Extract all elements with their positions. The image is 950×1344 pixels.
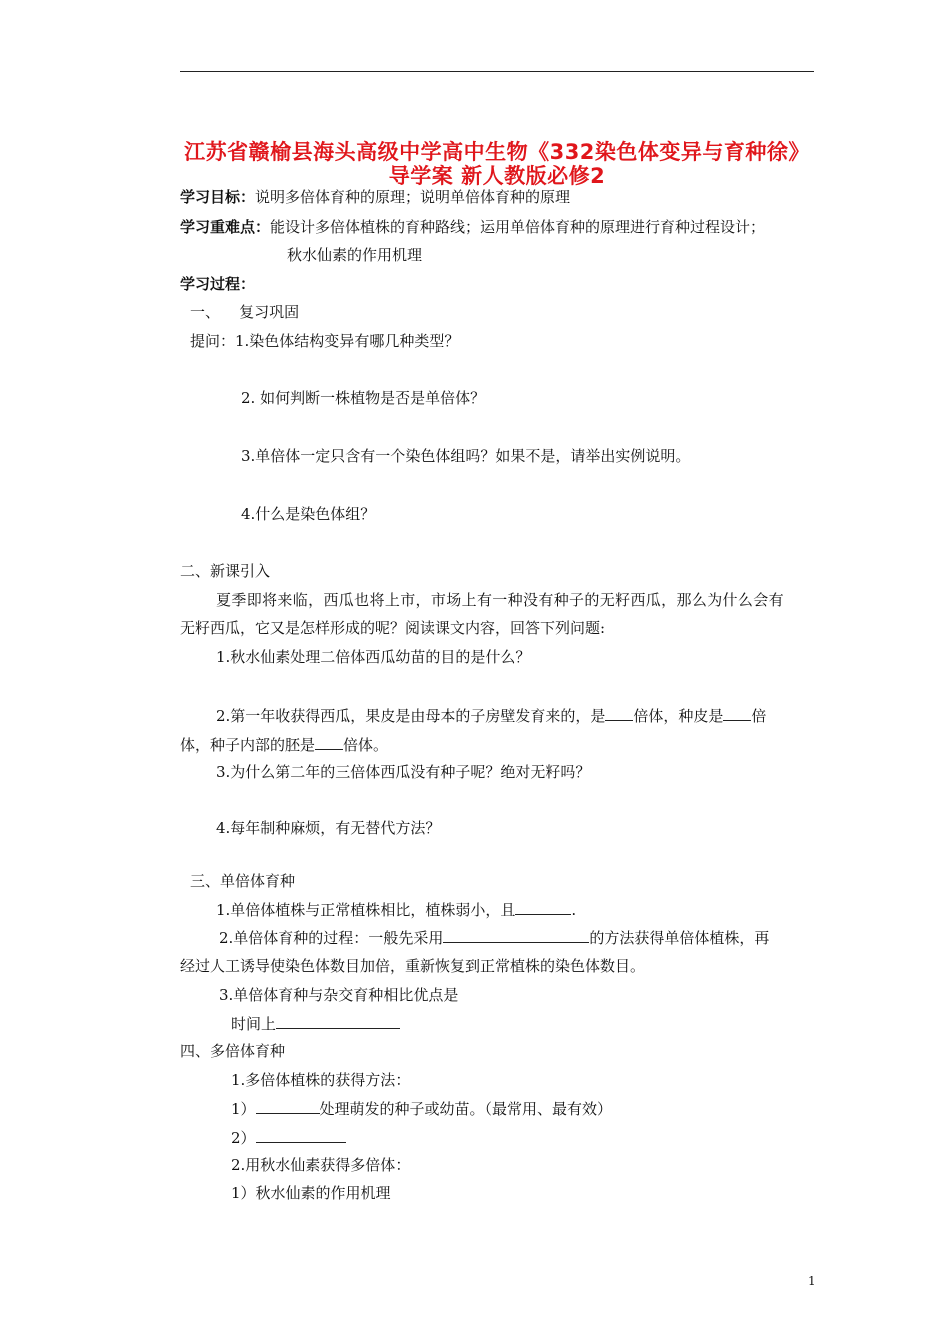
section3-point-2-cont: 经过人工诱导使染色体数目加倍，重新恢复到正常植株的染色体数目。: [180, 957, 646, 975]
section3-time-label: 时间上: [231, 1015, 277, 1033]
fill-blank[interactable]: [256, 1098, 320, 1114]
section3-point-1: [216, 899, 576, 920]
section1-question-1: 提问：1.染色体结构变异有哪几种类型？: [190, 332, 460, 350]
section4-point-2: 2.用秋水仙素获得多倍体：: [231, 1156, 411, 1174]
section4-method-1-text: 处理萌发的种子或幼苗。（最常用、最有效）: [319, 1100, 613, 1118]
document-title-line2: 导学案 新人教版必修2: [388, 164, 606, 188]
section2-question-2-cont: [180, 734, 388, 755]
section2-question-2: [216, 705, 766, 726]
fill-blank[interactable]: [443, 927, 589, 943]
document-title-line1: 江苏省赣榆县海头高级中学高中生物《332染色体变异与育种徐》: [184, 140, 810, 164]
objectives-text: 说明多倍体育种的原理；说明单倍体育种的原理: [255, 188, 571, 206]
section2-question-4: 4.每年制种麻烦，有无替代方法？: [216, 819, 441, 837]
section1-question-4: 4.什么是染色体组？: [241, 505, 376, 523]
section2-intro-line1: 夏季即将来临，西瓜也将上市，市场上有一种没有种子的无籽西瓜，那么为什么会有: [216, 591, 784, 609]
fill-blank[interactable]: [276, 1013, 400, 1029]
section4-method-2-num: 2）: [231, 1129, 256, 1147]
section2-q2-part-c: 倍: [751, 707, 767, 725]
header-rule: [180, 71, 814, 72]
section3-p2-tail: 的方法获得单倍体植株，再: [589, 929, 770, 947]
section2-q2-part-e: 倍体。: [343, 736, 389, 754]
section2-heading: 二、新课引入: [180, 562, 271, 580]
section3-heading: 三、单倍体育种: [190, 872, 296, 890]
key-points-text-2: 秋水仙素的作用机理: [287, 246, 423, 264]
section1-heading: 一、 复习巩固: [190, 303, 300, 321]
key-points-text: 能设计多倍体植株的育种路线；运用单倍体育种的原理进行育种过程设计；: [270, 218, 766, 236]
section3-point-2: [219, 927, 769, 948]
section2-question-3: 3.为什么第二年的三倍体西瓜没有种子呢？绝对无籽吗？: [216, 763, 591, 781]
fill-blank[interactable]: [515, 899, 571, 915]
section2-q2-part-d: 体，种子内部的胚是: [180, 736, 316, 754]
objectives-row: [180, 187, 570, 207]
fill-blank[interactable]: [256, 1127, 346, 1143]
key-points-row: [180, 217, 765, 237]
section4-method-2: [231, 1127, 346, 1148]
fill-blank[interactable]: [605, 705, 633, 721]
section1-question-2: 2. 如何判断一株植物是否是单倍体？: [241, 389, 486, 407]
section4-heading: 四、多倍体育种: [180, 1042, 286, 1060]
section2-q2-part-b: 倍体，种皮是: [633, 707, 724, 725]
section2-q2-part-a: 2.第一年收获得西瓜，果皮是由母本的子房壁发育来的，是: [216, 707, 606, 725]
section4-point-2-mechanism: 1）秋水仙素的作用机理: [231, 1184, 391, 1202]
fill-blank[interactable]: [315, 734, 343, 750]
section1-question-3: 3.单倍体一定只含有一个染色体组吗？如果不是，请举出实例说明。: [241, 447, 691, 465]
key-points-label: 学习重难点：: [180, 218, 271, 236]
section2-question-1: 1.秋水仙素处理二倍体西瓜幼苗的目的是什么？: [216, 648, 531, 666]
section3-p1-text: 1.单倍体植株与正常植株相比，植株弱小，且: [216, 901, 516, 919]
section3-point-3-time: [231, 1013, 400, 1034]
fill-blank[interactable]: [723, 705, 751, 721]
section4-point-1: 1.多倍体植株的获得方法：: [231, 1071, 411, 1089]
section2-intro-line2: 无籽西瓜，它又是怎样形成的呢？阅读课文内容，回答下列问题:: [180, 619, 606, 637]
section3-p2-text: 2.单倍体育种的过程：一般先采用: [219, 929, 444, 947]
objectives-label: 学习目标：: [180, 188, 256, 206]
process-label: 学习过程：: [180, 275, 256, 293]
section3-p1-end: .: [571, 901, 577, 919]
page-number: 1: [808, 1274, 816, 1288]
section4-method-1-num: 1）: [231, 1100, 256, 1118]
section3-point-3: 3.单倍体育种与杂交育种相比优点是: [219, 986, 459, 1004]
section4-method-1: [231, 1098, 612, 1119]
